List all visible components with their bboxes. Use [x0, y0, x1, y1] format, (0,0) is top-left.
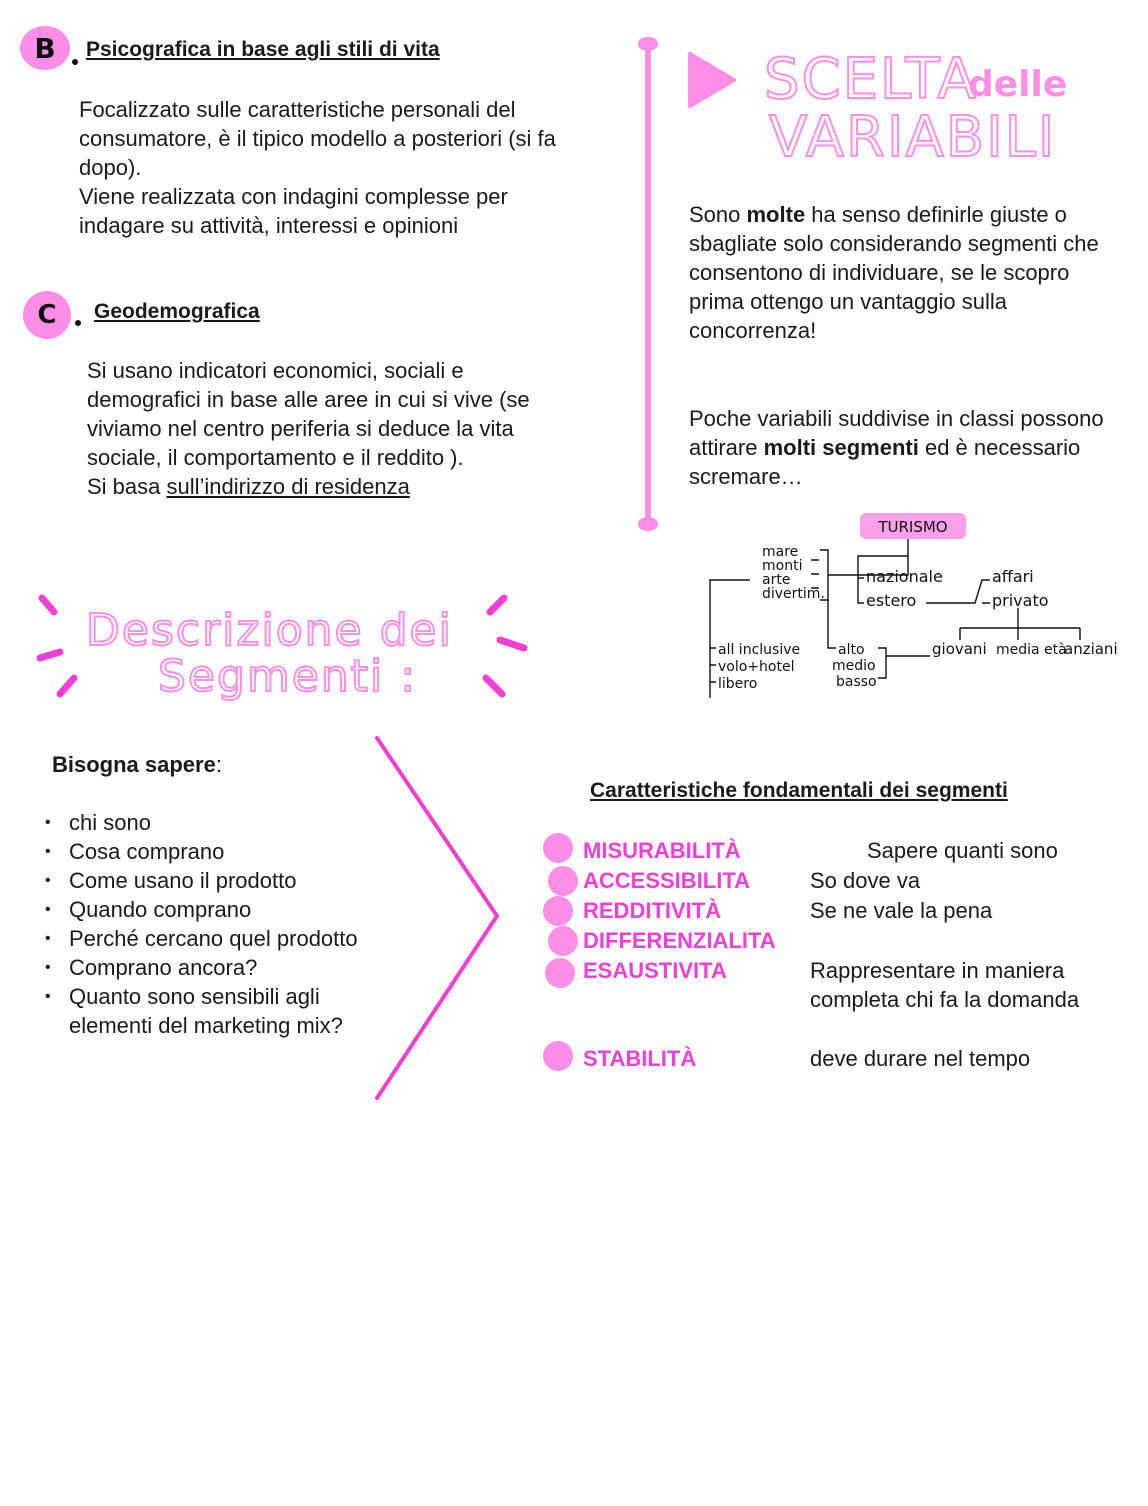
list-item: • Come usano il prodotto: [45, 866, 405, 895]
bisogna-title: [52, 750, 222, 779]
section-c-title: Geodemografica: [94, 300, 260, 323]
body-line: Focalizzato sulle caratteristiche personali del: [79, 97, 516, 122]
tourism-tree-diagram: [700, 508, 1130, 698]
char-name: MISURABILITÀ: [583, 838, 741, 863]
tree-package: volo+hotel: [718, 659, 795, 675]
body-text: Sono: [689, 202, 747, 227]
list-item: • chi sono: [45, 808, 405, 837]
tree-origin: estero: [866, 591, 917, 610]
char-name: STABILITÀ: [583, 1046, 697, 1071]
divider-cap-top: [638, 37, 658, 51]
chevron-right-icon: [370, 732, 510, 1104]
bisogna-list: [45, 808, 405, 1040]
pink-dot-icon: [548, 866, 578, 896]
body-line: indagare su attività, interessi e opinioni: [79, 213, 459, 238]
list-item: • Quando comprano: [45, 895, 405, 924]
badge-dot: [75, 320, 81, 326]
bold-molte: molte: [746, 202, 806, 227]
section-b-badge: B: [20, 26, 70, 70]
section-b-body: [79, 95, 639, 240]
body-line: Viene realizzata con indagini complesse per: [79, 184, 508, 209]
body-text: ed è necessario scremare…: [689, 435, 1081, 489]
char-desc: Rappresentare in maniera completa chi fa la domanda: [810, 958, 1080, 1012]
char-desc: deve durare nel tempo: [810, 1046, 1031, 1071]
tree-purpose: affari: [992, 567, 1034, 586]
scelta-paragraph-1: [689, 200, 1109, 345]
tree-package: all inclusive: [718, 642, 801, 658]
body-line: demografici in base alle aree in cui si vive (se: [87, 387, 530, 412]
body-line: viviamo nel centro periferia si deduce la vita: [87, 416, 514, 441]
tree-activity: arte: [762, 572, 791, 588]
body-line: consumatore, è il tipico modello a posteriori (si fa: [79, 126, 556, 151]
char-name: ESAUSTIVITA: [583, 958, 727, 983]
descrizione-title-line1: Descrizione dei: [86, 605, 453, 656]
scelta-title-delle: delle: [968, 64, 1068, 105]
section-c-body: [87, 356, 647, 501]
list-item: • Perché cercano quel prodotto: [45, 924, 405, 953]
tree-budget: medio: [832, 658, 876, 674]
char-row: [543, 866, 1123, 895]
tree-activity: divertim.: [762, 586, 825, 602]
list-item: • Quanto sono sensibili agli elementi del marketing mix?: [45, 982, 405, 1040]
section-c-badge: C: [23, 291, 71, 339]
scelta-paragraph-2: [689, 404, 1109, 491]
tree-purpose: privato: [992, 591, 1049, 610]
tree-age: anziani: [1064, 640, 1118, 658]
body-line: [87, 472, 647, 501]
badge-dot: [72, 59, 78, 65]
char-row: [543, 1044, 1123, 1073]
tree-root: TURISMO: [878, 518, 948, 536]
body-line: sociale, il comportamento e il reddito ).: [87, 445, 464, 470]
tree-origin: nazionale: [866, 567, 943, 586]
char-desc: Sapere quanti sono: [867, 838, 1058, 863]
residence-underlined: sull’indirizzo di residenza: [166, 474, 410, 499]
body-line: Si usano indicatori economici, sociali e: [87, 358, 464, 383]
section-b-title: Psicografica in base agli stili di vita: [86, 38, 440, 61]
pink-dot-icon: [545, 958, 575, 988]
tree-budget: basso: [836, 674, 877, 690]
divider-cap-bottom: [638, 517, 658, 531]
char-row: [543, 926, 1123, 955]
body-text: Si basa: [87, 474, 167, 499]
tree-activity: mare: [762, 544, 799, 560]
char-name: REDDITIVITÀ: [583, 898, 722, 923]
play-triangle-icon: [686, 50, 738, 110]
char-name: DIFFERENZIALITA: [583, 928, 776, 953]
tree-budget: alto: [838, 642, 865, 658]
char-row: [543, 836, 1123, 865]
body-line: dopo).: [79, 155, 142, 180]
tree-package: libero: [718, 676, 758, 692]
bisogna-title-bold: Bisogna sapere: [52, 752, 216, 777]
body-text: ha senso definirle giuste o sbagliate solo considerando segmenti che consentono di individuare, se le scopro prima ottengo un vantaggio sulla concorrenza!: [689, 202, 1099, 343]
char-desc: Se ne vale la pena: [810, 898, 993, 923]
scelta-title-variabili: VARIABILI: [769, 105, 1057, 170]
char-row: [543, 956, 1123, 1044]
vertical-divider: [645, 40, 651, 528]
body-text: Poche variabili suddivise in classi possono attirare: [689, 406, 1104, 460]
char-name: ACCESSIBILITA: [583, 868, 751, 893]
pink-dot-icon: [543, 1041, 573, 1071]
list-item: • Cosa comprano: [45, 837, 405, 866]
caratteristiche-title: Caratteristiche fondamentali dei segmenti: [590, 779, 1008, 802]
tree-activity: monti: [762, 558, 803, 574]
pink-dot-icon: [543, 896, 573, 926]
list-item: • Comprano ancora?: [45, 953, 405, 982]
bisogna-colon: :: [215, 752, 222, 777]
tree-age: media età: [996, 642, 1067, 658]
char-desc: So dove va: [810, 868, 921, 893]
descrizione-title-line2: Segmenti :: [158, 651, 418, 702]
pink-dot-icon: [548, 926, 578, 956]
tree-age: giovani: [932, 640, 987, 658]
pink-dot-icon: [543, 833, 573, 863]
bold-molti-segmenti: molti segmenti: [763, 435, 919, 460]
char-row: [543, 896, 1123, 925]
scelta-title: SCELTA: [764, 47, 978, 112]
